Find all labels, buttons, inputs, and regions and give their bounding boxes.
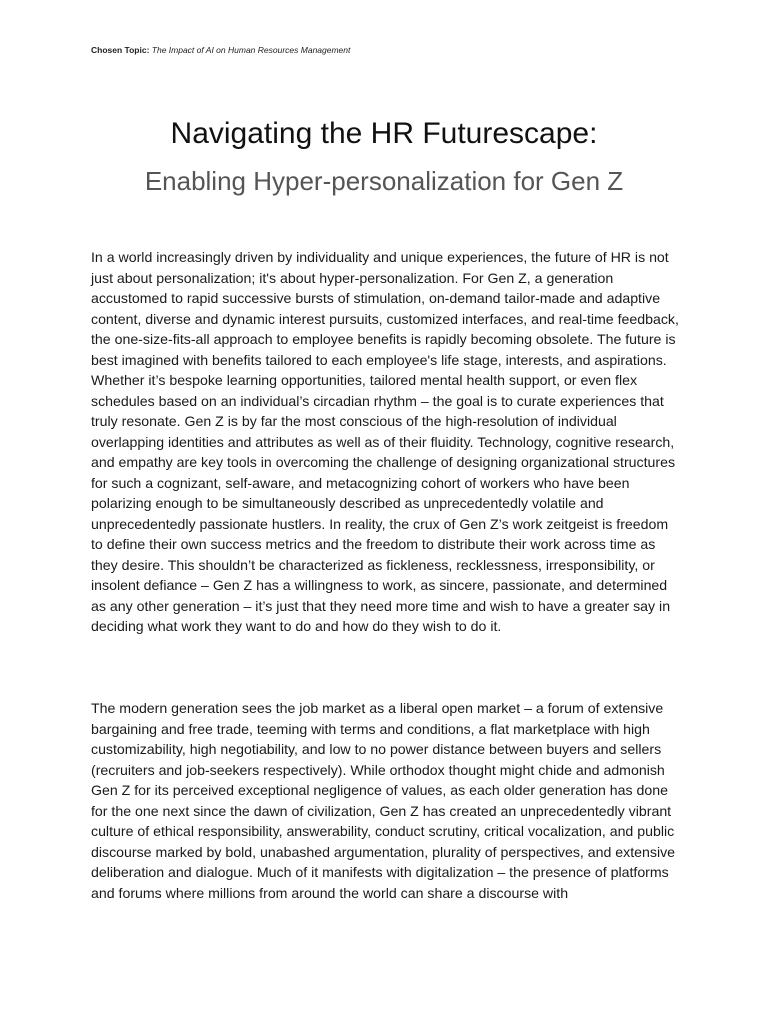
document-title: Navigating the HR Futurescape: bbox=[170, 117, 598, 150]
chosen-topic-line bbox=[91, 44, 350, 56]
body-paragraph-1: In a world increasingly driven by individuality and unique experiences, the future of HR is not just about personalization; it's about hyper-personalization. For Gen Z, a generation accustomed to rapid successive bursts of stimulation, on-demand tailor-made and adaptive content, diverse and dynamic interest pursuits, customized interfaces, and real-time feedback, the one-size-fits-all approach to employee benefits is rapidly becoming obsolete. The future is best imagined with benefits tailored to each employee's life stage, interests, and aspirations. Whether it’s bespoke learning opportunities, tailored mental health support, or even flex schedules based on an individual’s circadian rhythm – the goal is to curate experiences that truly resonate. Gen Z is by far the most conscious of the high-resolution of individual overlapping identities and attributes as well as of their fluidity. Technology, cognitive research, and empathy are key tools in overcoming the challenge of designing organizational structures for such a cognizant, self-aware, and metacognizing cohort of workers who have been polarizing enough to be simultaneously described as unprecedentedly volatile and unprecedentedly passionate hustlers. In reality, the crux of Gen Z’s work zeitgeist is freedom to define their own success metrics and the freedom to distribute their work across time as they desire. This shouldn’t be characterized as fickleness, recklessness, irresponsibility, or insolent defiance – Gen Z has a willingness to work, as sincere, passionate, and determined as any other generation – it’s just that they need more time and wish to have a greater say in deciding what work they want to do and how do they wish to do it. bbox=[91, 249, 679, 634]
chosen-topic-label: Chosen Topic: bbox=[91, 45, 150, 55]
chosen-topic-value: The Impact of AI on Human Resources Management bbox=[151, 45, 351, 55]
document-subtitle: Enabling Hyper-personalization for Gen Z bbox=[144, 166, 624, 196]
body-paragraph-2: The modern generation sees the job market as a liberal open market – a forum of extensive bargaining and free trade, teeming with terms and conditions, a flat marketplace with high customizability, high negotiability, and low to no power distance between buyers and sellers (recruiters and job-seekers respectively). While orthodox thought might chide and admonish Gen Z for its perceived exceptional negligence of values, as each older generation has done for the one next since the dawn of civilization, Gen Z has created an unprecedentedly vibrant culture of ethical responsibility, answerability, conduct scrutiny, critical vocalization, and public discourse marked by bold, unabashed argumentation, plurality of perspectives, and extensive deliberation and dialogue. Much of it manifests with digitalization – the presence of platforms and forums where millions from around the world can share a discourse with bbox=[91, 700, 676, 901]
